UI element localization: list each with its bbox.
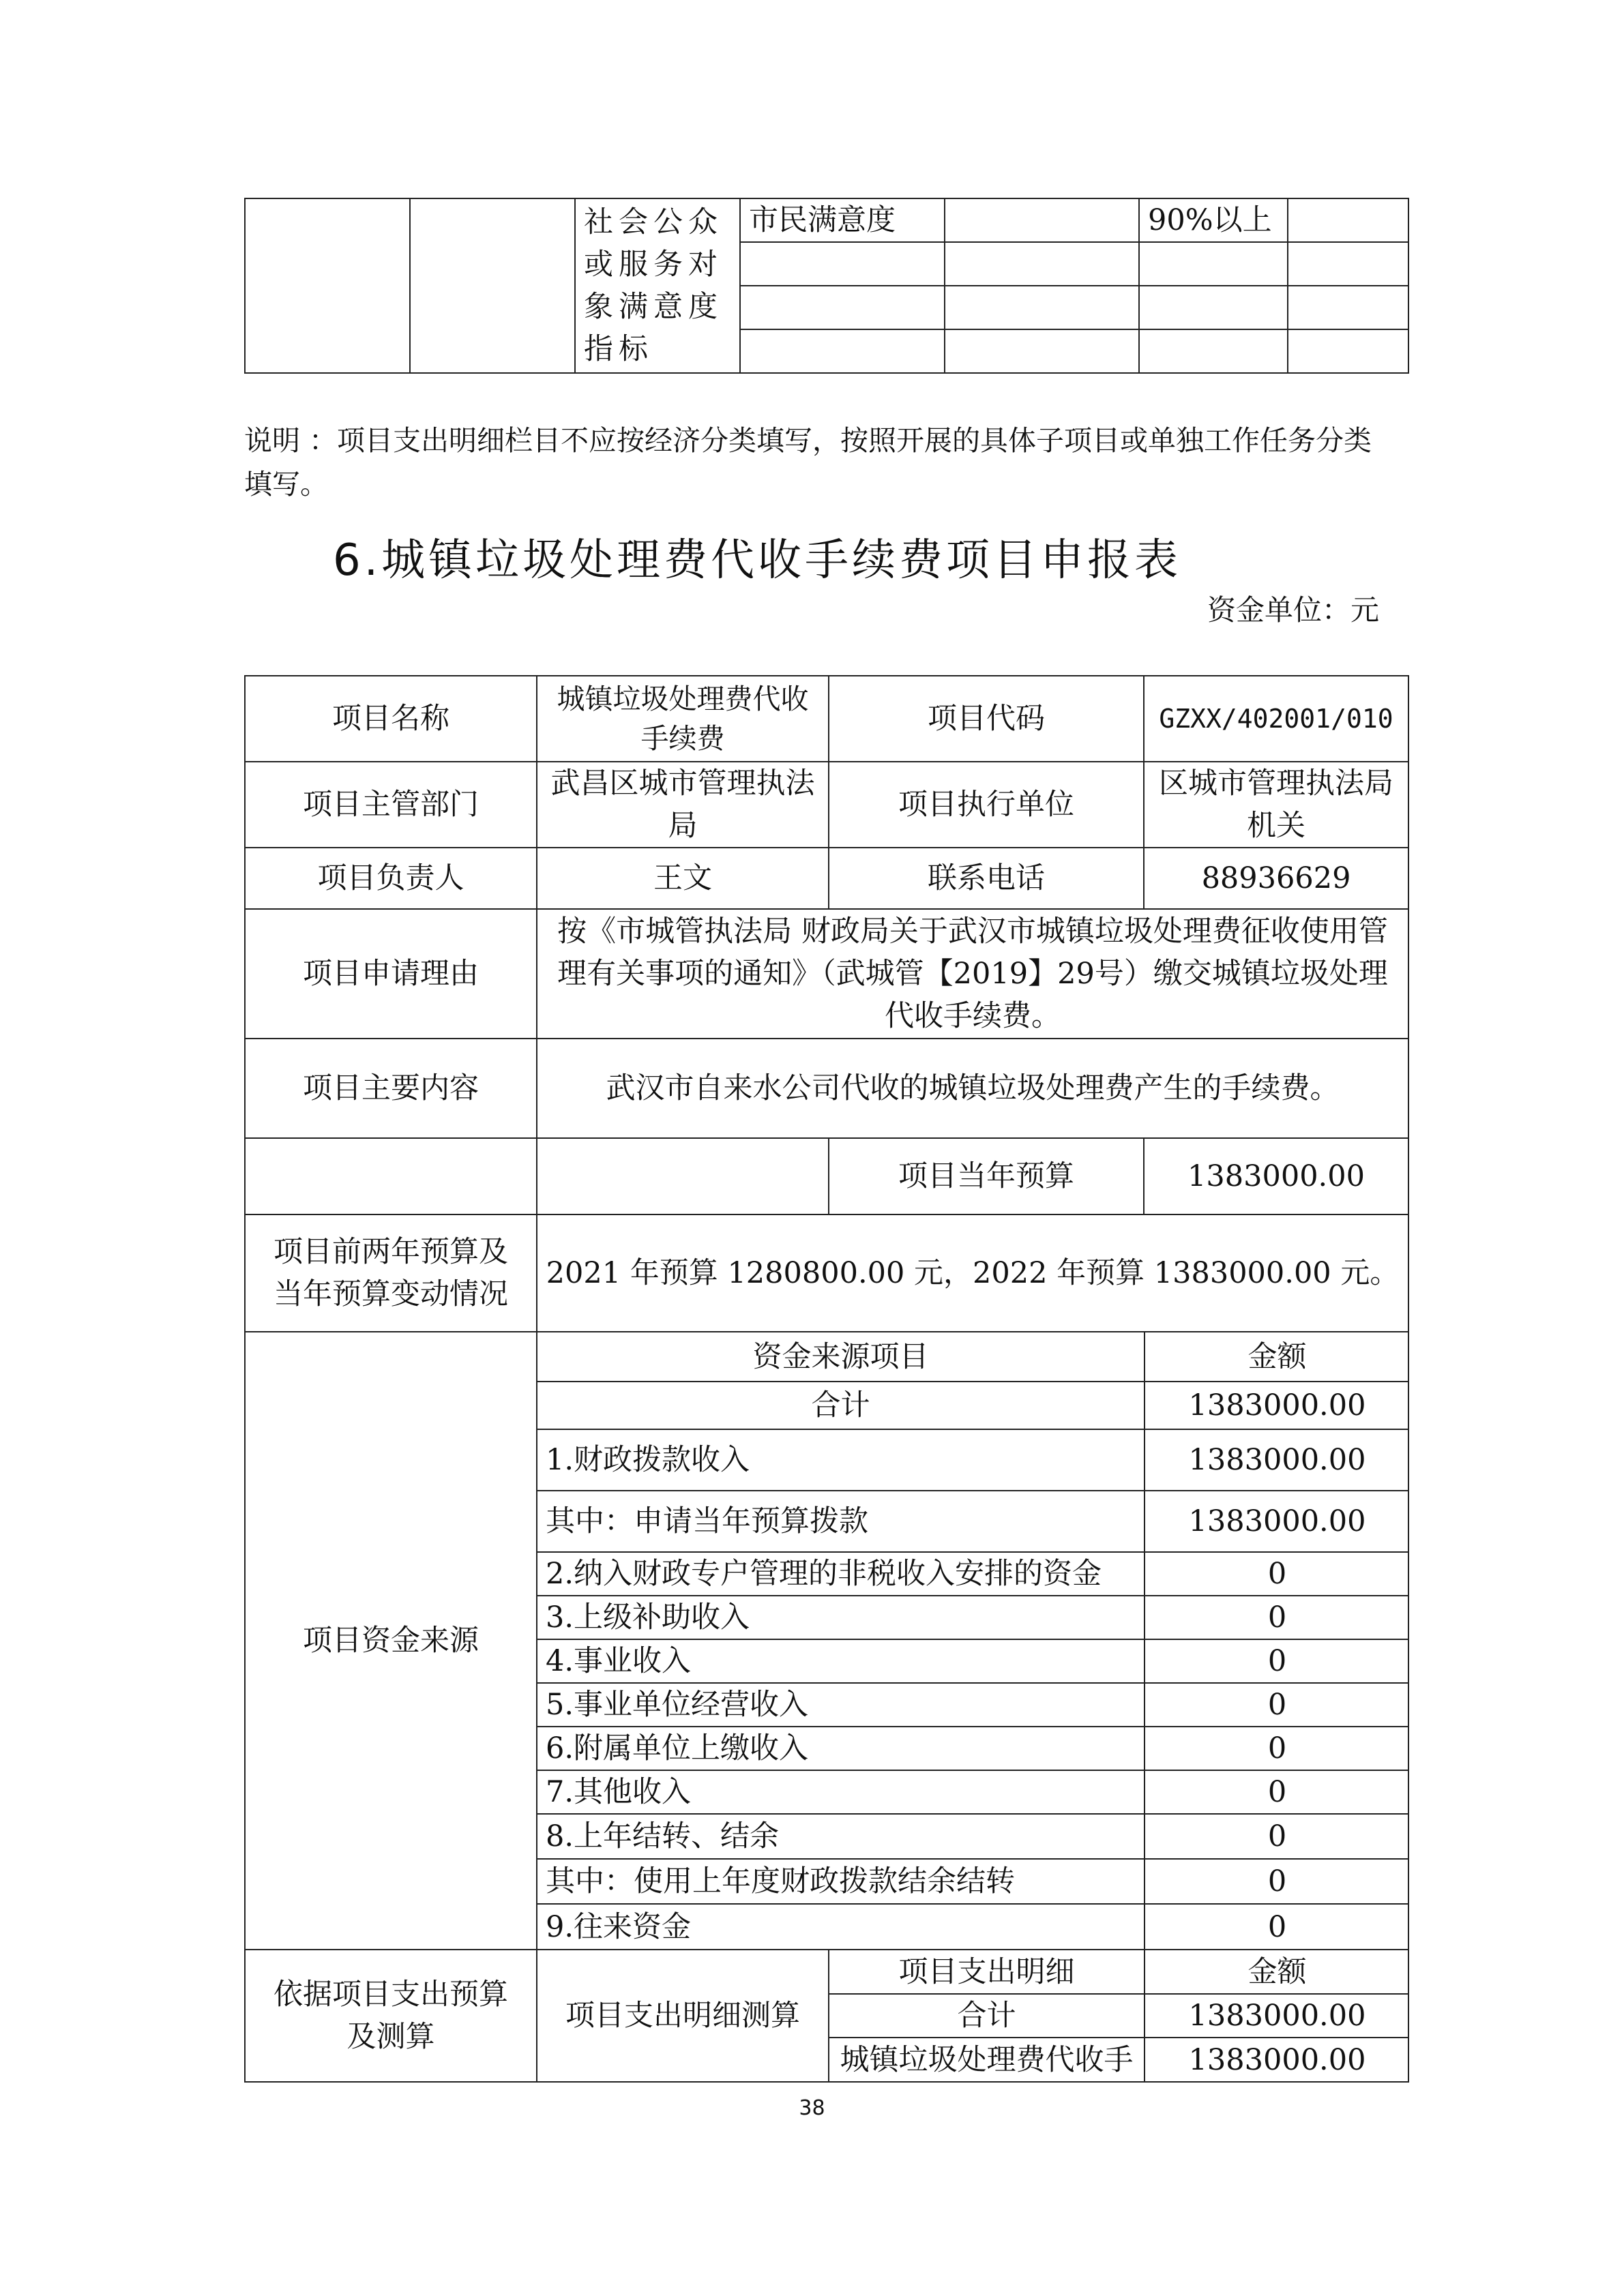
calc-label: 项目支出明细测算 (537, 1950, 829, 2082)
detail-cell (829, 1950, 1408, 2082)
fund-row-amount: 0 (1145, 1552, 1409, 1596)
blank-cell (245, 198, 410, 373)
fund-row-amount: 0 (1145, 1727, 1409, 1770)
project-code-label: 项目代码 (829, 676, 1144, 762)
exec-unit-value: 区城市管理执法局机关 (1144, 762, 1408, 848)
fund-row-item: 其中：申请当年预算拨款 (537, 1491, 1145, 1552)
fund-header-amount: 金额 (1145, 1332, 1409, 1382)
exec-unit-label: 项目执行单位 (829, 762, 1144, 848)
basis-label: 依据项目支出预算及测算 (245, 1950, 537, 2082)
project-name-label: 项目名称 (245, 676, 537, 762)
blank-cell (245, 1138, 537, 1214)
fund-source-cell (537, 1332, 1408, 1950)
fund-row-amount: 0 (1145, 1596, 1409, 1639)
project-form-table (244, 675, 1409, 2083)
indicator-target: 90%以上 (1139, 198, 1288, 242)
change-value: 2021 年预算 1280800.00 元，2022 年预算 1383000.00 元。 (537, 1214, 1408, 1332)
fund-header-item: 资金来源项目 (537, 1332, 1145, 1382)
fund-row-amount: 1383000.00 (1145, 1382, 1409, 1429)
detail-row-amount: 1383000.00 (1145, 1994, 1409, 2038)
fund-row-item: 1.财政拨款收入 (537, 1429, 1145, 1491)
change-label: 项目前两年预算及当年预算变动情况 (245, 1214, 537, 1332)
detail-row-item: 城镇垃圾处理费代收手 (829, 2038, 1145, 2081)
fund-row-item: 9.往来资金 (537, 1904, 1145, 1949)
fund-row-amount: 0 (1145, 1904, 1409, 1949)
budget-label: 项目当年预算 (829, 1138, 1144, 1214)
leader-label: 项目负责人 (245, 848, 537, 909)
fund-row-amount: 0 (1145, 1639, 1409, 1683)
note-text: 说明 ：项目支出明细栏目不应按经济分类填写，按照开展的具体子项目或单独工作任务分类填写。 (244, 424, 1372, 501)
leader-value: 王文 (537, 848, 829, 909)
fund-row-amount: 0 (1145, 1683, 1409, 1727)
fund-row-amount: 1383000.00 (1145, 1491, 1409, 1552)
fund-row-item: 7.其他收入 (537, 1770, 1145, 1814)
indicator-category: 社会公众或服务对象满意度指标 (575, 198, 740, 373)
page-number: 38 (799, 2096, 825, 2120)
phone-value: 88936629 (1144, 848, 1408, 909)
form-title: 6.城镇垃圾处理费代收手续费项目申报表 (333, 535, 1182, 586)
project-name-value: 城镇垃圾处理费代收手续费 (537, 676, 829, 762)
detail-row-amount: 1383000.00 (1145, 2038, 1409, 2081)
project-code-value: GZXX/402001/010 (1144, 676, 1408, 762)
fund-row-amount: 0 (1145, 1770, 1409, 1814)
fund-row-item: 8.上年结转、结余 (537, 1814, 1145, 1859)
detail-header: 项目支出明细 (829, 1950, 1145, 1994)
reason-label: 项目申请理由 (245, 909, 537, 1039)
indicator-name: 市民满意度 (740, 198, 945, 242)
content-label: 项目主要内容 (245, 1039, 537, 1138)
fund-row-item: 6.附属单位上缴收入 (537, 1727, 1145, 1770)
fund-row-item: 3.上级补助收入 (537, 1596, 1145, 1639)
fund-source-table (537, 1332, 1409, 1949)
reason-value: 按《市城管执法局 财政局关于武汉市城镇垃圾处理费征收使用管理有关事项的通知》（武城管【2019】29号）缴交城镇垃圾处理代收手续费。 (537, 909, 1408, 1039)
fund-row-item: 2.纳入财政专户管理的非税收入安排的资金 (537, 1552, 1145, 1596)
budget-value: 1383000.00 (1144, 1138, 1408, 1214)
dept-value: 武昌区城市管理执法局 (537, 762, 829, 848)
fund-row-item: 其中：使用上年度财政拨款结余结转 (537, 1859, 1145, 1904)
phone-label: 联系电话 (829, 848, 1144, 909)
fund-row-amount: 0 (1145, 1814, 1409, 1859)
fund-row-amount: 1383000.00 (1145, 1429, 1409, 1491)
dept-label: 项目主管部门 (245, 762, 537, 848)
detail-amount-header: 金额 (1145, 1950, 1409, 1994)
fund-row-item: 5.事业单位经营收入 (537, 1683, 1145, 1727)
fund-unit: 资金单位：元 (1207, 593, 1379, 627)
blank-cell (1288, 198, 1408, 242)
blank-cell (537, 1138, 829, 1214)
fund-row-item: 合计 (537, 1382, 1145, 1429)
top-table (244, 198, 1409, 374)
blank-cell (410, 198, 575, 373)
detail-table (829, 1950, 1409, 2081)
fund-row-item: 4.事业收入 (537, 1639, 1145, 1683)
fund-source-label: 项目资金来源 (245, 1332, 537, 1950)
blank-cell (945, 198, 1139, 242)
fund-row-amount: 0 (1145, 1859, 1409, 1904)
detail-row-item: 合计 (829, 1994, 1145, 2038)
content-value: 武汉市自来水公司代收的城镇垃圾处理费产生的手续费。 (537, 1039, 1408, 1138)
